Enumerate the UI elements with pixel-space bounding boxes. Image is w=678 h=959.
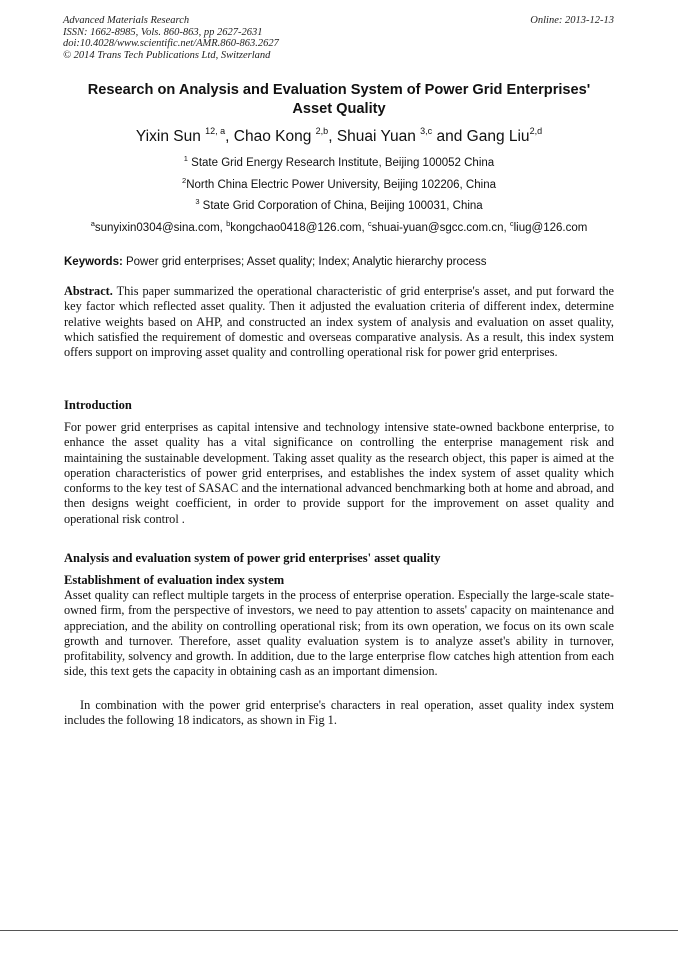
affiliation-2 [40, 178, 638, 192]
author-name: Gang Liu [466, 128, 530, 145]
affiliation-mark: 3 [195, 197, 200, 206]
author-separator: and [432, 128, 467, 145]
email-mark: b [226, 219, 231, 228]
affiliation-text: State Grid Corporation of China, Beijing 100031, China [199, 200, 483, 212]
journal-doi: doi:10.4028/www.scientific.net/AMR.860-863.2627 [63, 38, 279, 49]
introduction-heading: Introduction [64, 398, 132, 412]
affiliation-text: North China Electric Power University, Beijing 102206, China [186, 179, 496, 191]
paper-title [50, 81, 628, 119]
journal-issn: ISSN: 1662-8985, Vols. 860-863, pp 2627-2631 [63, 26, 263, 38]
section-heading: Analysis and evaluation system of power grid enterprises' asset quality [64, 551, 441, 565]
introduction-paragraph: For power grid enterprises as capital intensive and technology intensive state-owned backbone enterprise, to enhance the asset quality has a vital significance on controlling the enterprise management risk and maintaining the sustainable development. Taking asset quality as the research object, this paper is aimed at the operation characteristics of power grid enterprises, and establishes the index system of asset quality which conforms to the key test of SASAC and the international advanced benchmarking both at home and abroad, and then designs weight coefficient, in order to provide support for the improvement on asset quality and operational risk control . [64, 420, 614, 526]
online-date: Online: 2013-12-13 [530, 15, 614, 26]
abstract [64, 284, 614, 360]
author-affiliation-mark: 2,b [315, 126, 329, 136]
email-mark: a [90, 219, 95, 228]
email-list [40, 221, 638, 235]
email-address: liug@126.com [513, 222, 588, 234]
title-line-2: Asset Quality [292, 101, 386, 117]
subsection-heading: Establishment of evaluation index system [64, 573, 285, 587]
email-address: kongchao0418@126.com, [230, 222, 368, 234]
keywords-text: Power grid enterprises; Asset quality; Index; Analytic hierarchy process [122, 256, 487, 268]
author-affiliation-mark: 2,d [529, 126, 543, 136]
author-affiliation-mark: 3,c [420, 126, 433, 136]
affiliation-1 [40, 156, 638, 170]
body-paragraph-1: Asset quality can reflect multiple targets in the process of enterprise operation. Especially the large-scale state-owned firm, from the perspective of investors, we need to pay attention to assets' capacity on maintenance and appreciation, and the ability on controlling operational risk; from its own operation, we focus on its own scale growth and turnover. Therefore, asset quality evaluation system is to analyze asset's ability in turnover, profitability, solvency and growth. In addition, due to the large enterprise flow catches high attention from each side, this text gets the capacity in obtaining cash as an important dimension. [64, 588, 614, 679]
author-name: Yixin Sun [135, 128, 206, 145]
abstract-text: This paper summarized the operational characteristic of grid enterprise's asset, and put forward the key factor which reflected asset quality. Then it adjusted the evaluation criteria of different index, determine relative weights based on AHP, and constructed an index system of analysis and evaluation on asset quality, which satisfied the requirement of domestic and overseas comparative analysis. As a result, this index system offers support on improving asset quality and controlling operational risk for power grid enterprises. [64, 284, 614, 360]
email-address: shuai-yuan@sgcc.com.cn, [371, 222, 510, 234]
affiliation-mark: 1 [183, 154, 188, 163]
author-name: Shuai Yuan [336, 128, 421, 145]
author-affiliation-mark: 12, a [205, 126, 226, 136]
affiliation-3 [40, 199, 638, 213]
journal-copyright: © 2014 Trans Tech Publications Ltd, Switzerland [63, 49, 271, 61]
body-paragraph-2: In combination with the power grid enterprise's characters in real operation, asset quality index system includes the following 18 indicators, as shown in Fig 1. [64, 698, 614, 728]
abstract-label: Abstract. [64, 284, 113, 298]
keywords-label: Keywords: [64, 256, 123, 268]
affiliation-mark: 2 [182, 176, 187, 185]
author-separator: , [225, 128, 234, 145]
footer-rule [0, 930, 678, 931]
affiliation-text: State Grid Energy Research Institute, Beijing 100052 China [187, 157, 495, 169]
author-name: Chao Kong [233, 128, 316, 145]
author-list [40, 127, 638, 147]
title-line-1: Research on Analysis and Evaluation System of Power Grid Enterprises' [87, 82, 591, 98]
email-address: sunyixin0304@sina.com, [94, 222, 227, 234]
journal-header [63, 15, 279, 61]
email-mark: c [509, 219, 514, 228]
author-separator: , [328, 128, 337, 145]
journal-name: Advanced Materials Research [63, 15, 190, 26]
keywords [64, 255, 487, 269]
email-mark: c [367, 219, 372, 228]
